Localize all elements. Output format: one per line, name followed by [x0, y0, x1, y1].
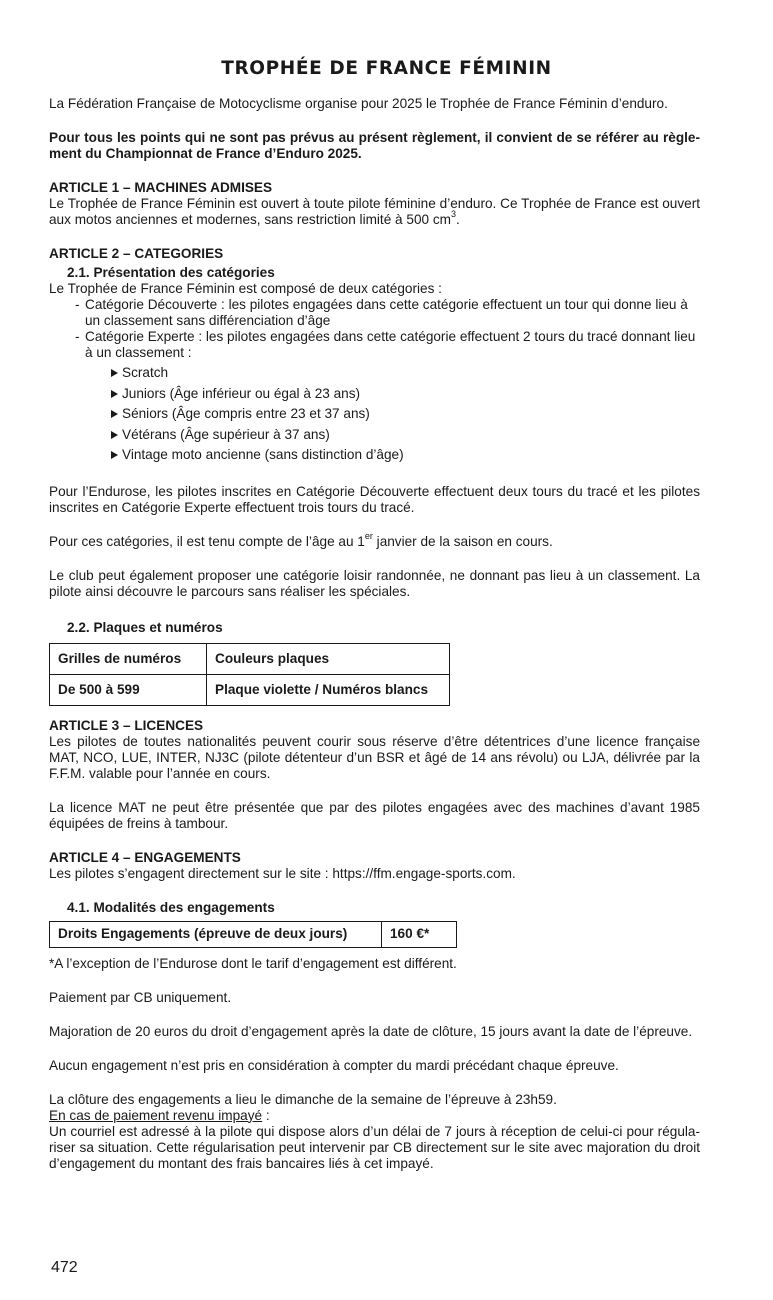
- page-number: 472: [51, 1259, 78, 1276]
- unpaid-paragraph: Un courriel est adressé à la pilote qui dispose alors d’un délai de 7 jours à réception de celui-ci pour régula-riser sa situation. Cette régularisation peut intervenir par CB directement sur le site avec majoration du droit d’engagement du montant des frais bancaires liés à cet impayé.: [49, 1123, 700, 1171]
- article1-heading: ARTICLE 1 – MACHINES ADMISES: [49, 180, 273, 195]
- section-2-1-heading: 2.1. Présentation des catégories: [67, 265, 275, 280]
- cubic-superscript: 3: [450, 209, 456, 220]
- article4-paragraph-1: Les pilotes s’engagent directement sur le site : https://ffm.engage-sports.com.: [49, 865, 516, 881]
- unpaid-heading: En cas de paiement revenu impayé :: [49, 1107, 270, 1123]
- categories-list: [49, 297, 700, 361]
- age-paragraph: Pour ces catégories, il est tenu compte de l’âge au 1er janvier de la saison en cours.: [49, 530, 553, 549]
- table-cell: 160 €*: [382, 921, 457, 947]
- article2-heading: ARTICLE 2 – CATEGORIES: [49, 246, 224, 261]
- article1-text: Le Trophée de France Féminin est ouvert à toute pilote féminine d’enduro. Ce Trophée de France est ouvert aux motos anciennes et modernes, sans restriction limité à 500 $cm^3$.: [49, 196, 700, 227]
- table-row: [50, 643, 450, 674]
- table-row: [50, 674, 450, 705]
- intro-paragraph: La Fédération Française de Motocyclisme organise pour 2025 le Trophée de France Féminin d’enduro.: [49, 96, 668, 111]
- article3-paragraph-1: Les pilotes de toutes nationalités peuvent courir sous réserve d’être détentrices d’une licence française MAT, NCO, LUE, INTER, NJ3C (pilote détenteur d’un BSR et âgé de 14 ans révolu) ou LJA, délivrée par la F.F.M. valable pour l’année en cours.: [49, 733, 700, 781]
- list-item: - Catégorie Découverte : les pilotes engagées dans cette catégorie effectuent un tour qui donne lieu à un classement sans différenciation d’âge: [75, 297, 700, 329]
- article3-paragraph-2: La licence MAT ne peut être présentée que par des pilotes engagées avec des machines d’avant 1985 équipées de freins à tambour.: [49, 799, 700, 831]
- section-2-2-heading: 2.2. Plaques et numéros: [67, 619, 223, 635]
- surcharge-paragraph: Majoration de 20 euros du droit d’engagement après la date de clôture, 15 jours avant la date de l’épreuve.: [49, 1023, 693, 1039]
- list-item: Scratch: [111, 363, 700, 384]
- list-item: - Catégorie Experte : les pilotes engagées dans cette catégorie effectuent 2 tours du tracé donnant lieu à un classement :: [75, 329, 700, 361]
- ordinal-superscript: er: [364, 530, 373, 541]
- article4-heading: ARTICLE 4 – ENGAGEMENTS: [49, 849, 241, 865]
- document-body: [49, 96, 700, 1172]
- plates-table: [49, 643, 450, 706]
- page-title: TROPHÉE DE FRANCE FÉMININ: [221, 58, 552, 79]
- list-item: Séniors (Âge compris entre 23 et 37 ans): [111, 404, 700, 425]
- list-item: Vintage moto ancienne (sans distinction d’âge): [111, 445, 700, 466]
- list-item: Juniors (Âge inférieur ou égal à 23 ans): [111, 384, 700, 405]
- no-entry-paragraph: Aucun engagement n’est pris en considération à compter du mardi précédant chaque épreuve.: [49, 1057, 619, 1073]
- table-cell: Droits Engagements (épreuve de deux jours): [50, 921, 382, 947]
- categories-intro: Le Trophée de France Féminin est composé de deux catégories :: [49, 281, 442, 296]
- endurose-paragraph: Pour l’Endurose, les pilotes inscrites en Catégorie Découverte effectuent deux tours du tracé et les pilotes inscrites en Catégorie Experte effectuent trois tours du tracé.: [49, 483, 700, 515]
- payment-paragraph: Paiement par CB uniquement.: [49, 989, 232, 1005]
- table-row: [50, 921, 457, 947]
- list-item: Vétérans (Âge supérieur à 37 ans): [111, 425, 700, 446]
- loisir-paragraph: Le club peut également proposer une catégorie loisir randonnée, ne donnant pas lieu à un classement. La pilote ainsi découvre le parcours sans réaliser les spéciales.: [49, 567, 700, 599]
- article3-heading: ARTICLE 3 – LICENCES: [49, 717, 204, 733]
- notice-paragraph: Pour tous les points qui ne sont pas prévus au présent règlement, il convient de se référer au règle-ment du Championnat de France d’Enduro 2025.: [49, 130, 700, 161]
- table-cell: Plaque violette / Numéros blancs: [207, 674, 450, 705]
- table-header-cell: Couleurs plaques: [207, 643, 450, 674]
- section-4-1-heading: 4.1. Modalités des engagements: [67, 899, 275, 915]
- footnote: *A l’exception de l’Endurose dont le tarif d’engagement est différent.: [49, 955, 457, 971]
- closing-paragraph: La clôture des engagements a lieu le dimanche de la semaine de l’épreuve à 23h59.: [49, 1091, 557, 1107]
- fees-table: [49, 921, 457, 948]
- table-cell: De 500 à 599: [50, 674, 207, 705]
- table-header-cell: Grilles de numéros: [50, 643, 207, 674]
- classements-list: [49, 363, 700, 466]
